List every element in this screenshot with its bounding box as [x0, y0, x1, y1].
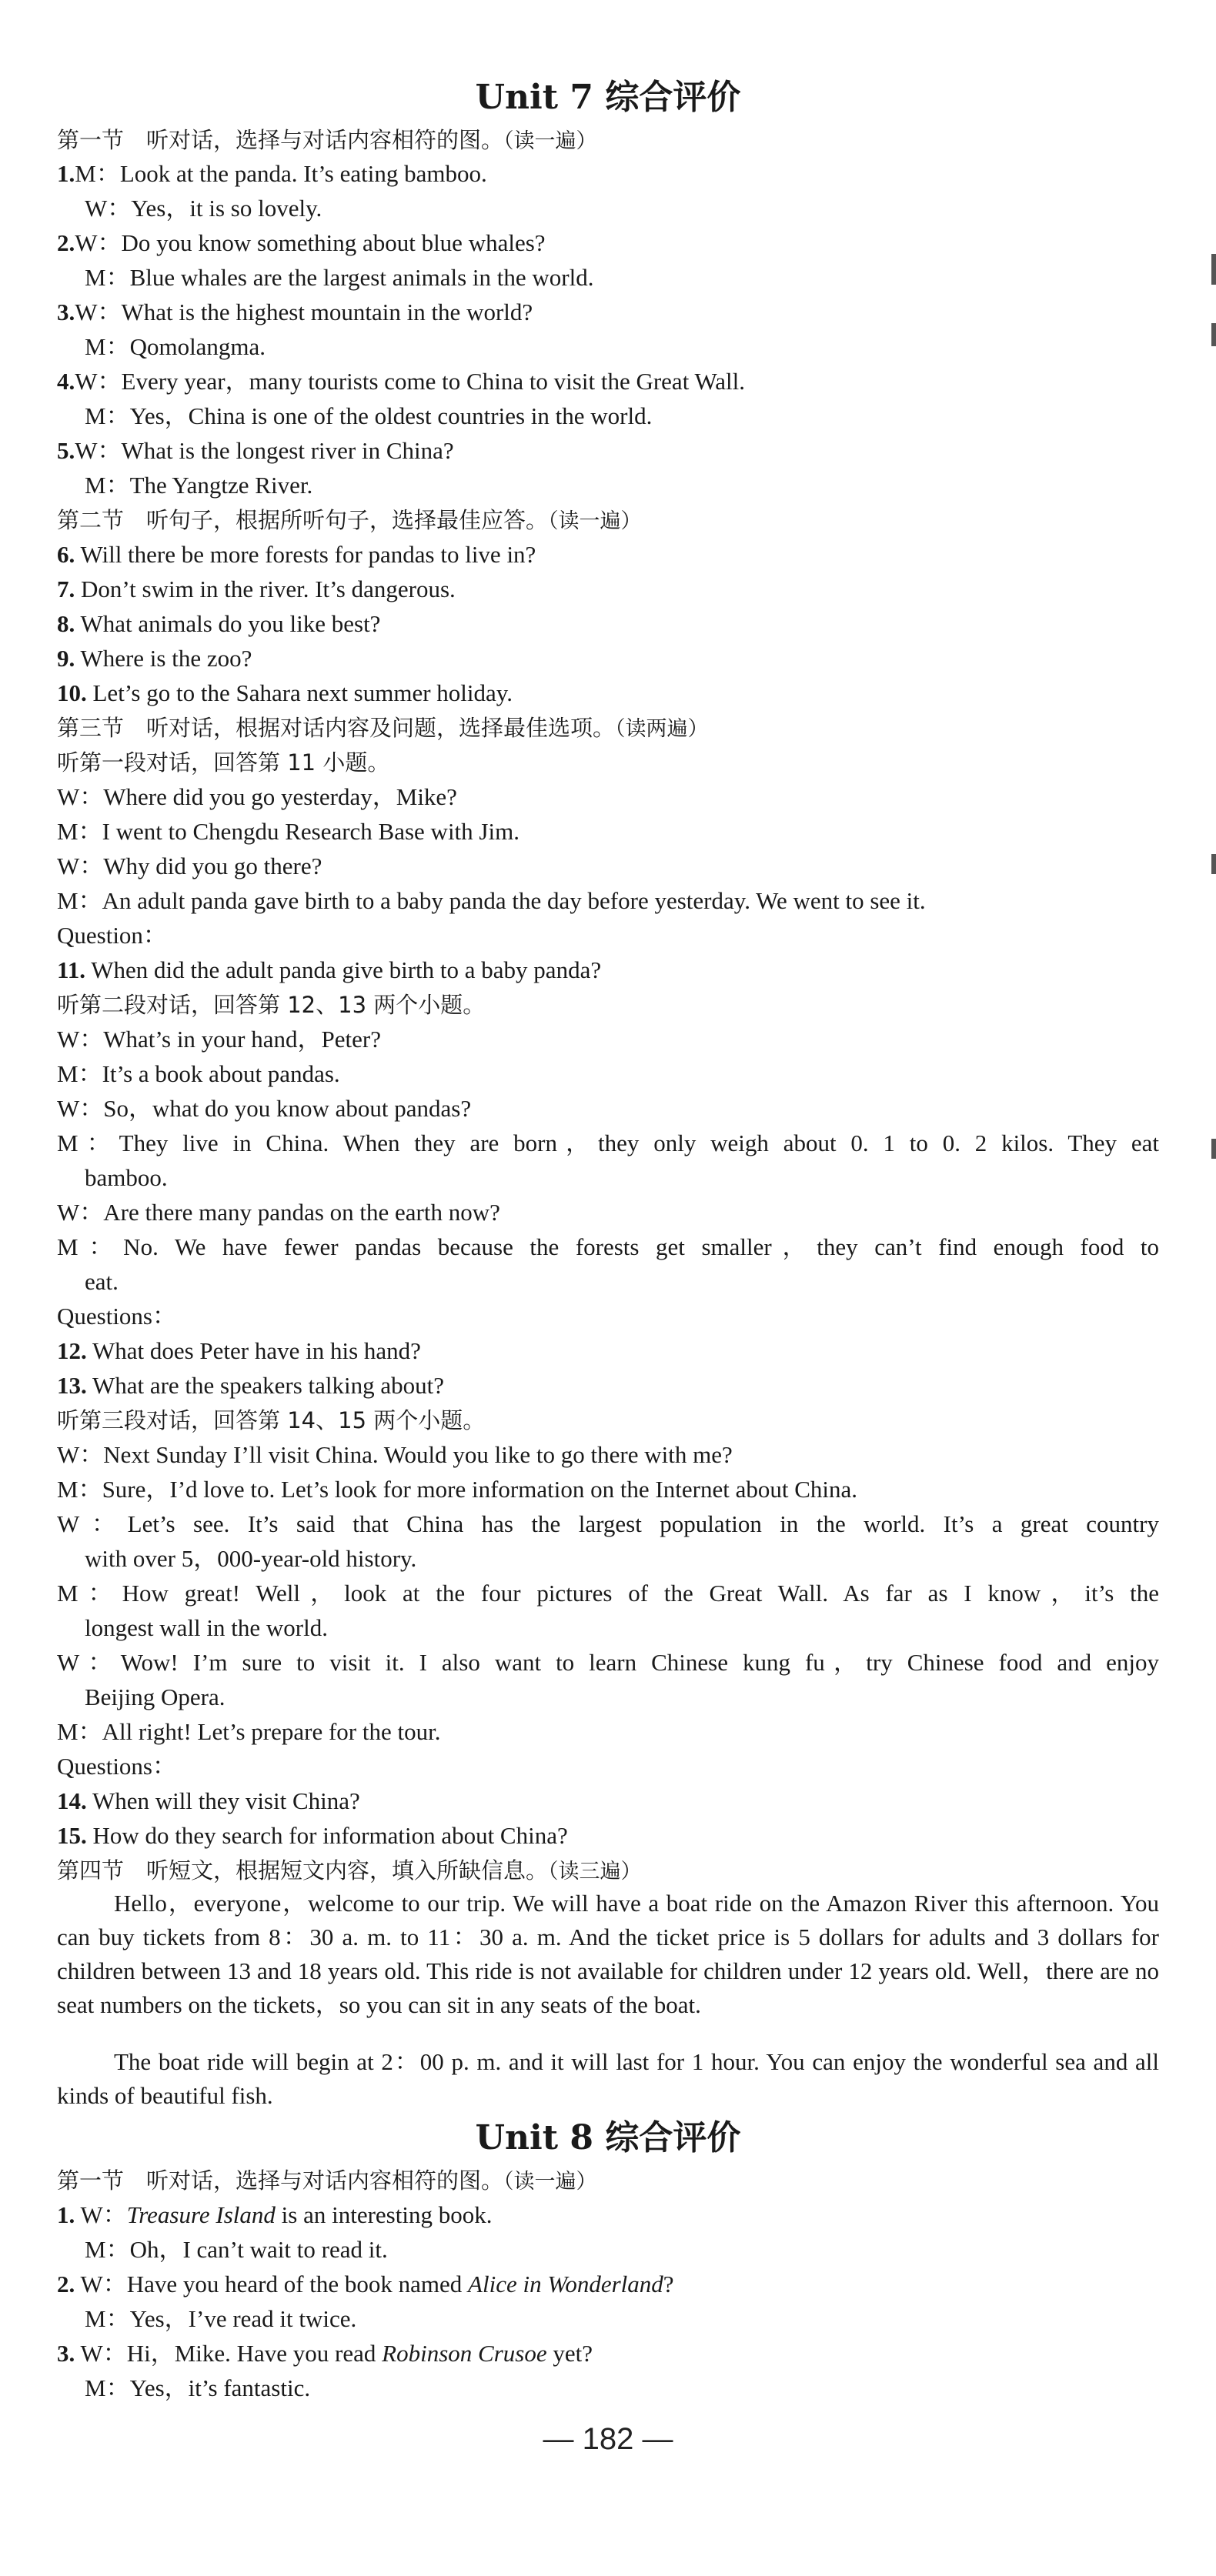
- dialogue-line: M：All right! Let’s prepare for the tour.: [57, 1718, 441, 1745]
- dialogue-line: 3.W：What is the highest mountain in the world?: [57, 299, 533, 325]
- section-heading: 第三节 听对话，根据对话内容及问题，选择最佳选项。（读两遍）: [57, 715, 709, 741]
- page-edge-mark: [1211, 323, 1216, 346]
- page-edge-mark: [1211, 1139, 1216, 1159]
- dialogue-line: W：What’s in your hand，Peter?: [57, 1026, 381, 1053]
- sentence-item: 8. What animals do you like best?: [57, 610, 381, 637]
- section-heading: 第一节 听对话，选择与对话内容相符的图。（读一遍）: [57, 2167, 597, 2194]
- dialogue-line: M：I went to Chengdu Research Base with Jim.: [57, 818, 519, 845]
- sentence-item: 10. Let’s go to the Sahara next summer holiday.: [57, 679, 513, 706]
- dialogue-line: 4.W：Every year，many tourists come to China to visit the Great Wall.: [57, 368, 746, 395]
- dialogue-line: W：Yes，it is so lovely.: [85, 195, 322, 222]
- book-title: Robinson Crusoe: [382, 2340, 547, 2367]
- question-item: 14. When will they visit China?: [57, 1787, 360, 1814]
- question-item: 12. What does Peter have in his hand?: [57, 1337, 421, 1364]
- unit7-title: Unit 7 综合评价: [475, 78, 741, 117]
- book-title: Treasure Island: [126, 2201, 276, 2228]
- dialogue-line: Beijing Opera.: [85, 1683, 225, 1710]
- dialogue-line: W：Wow! I’m sure to visit it. I also want to learn Chinese kung fu，try Chinese food and enjoy: [57, 1649, 1159, 1676]
- dialogue-line: 5.W：What is the longest river in China?: [57, 437, 454, 464]
- dialogue-line: eat.: [85, 1268, 119, 1295]
- page-edge-mark: [1211, 854, 1216, 874]
- question-label: Question：: [57, 922, 167, 949]
- dialogue-line: 2.W：Do you know something about blue whales?: [57, 229, 546, 256]
- question-label: Questions：: [57, 1753, 176, 1780]
- dialogue-line: W：Where did you go yesterday，Mike?: [57, 783, 457, 810]
- dialogue-line: M：The Yangtze River.: [85, 472, 313, 499]
- dialogue-line: M：Yes，China is one of the oldest countries in the world.: [85, 402, 653, 429]
- dialogue-line: M：Blue whales are the largest animals in the world.: [85, 264, 594, 291]
- dialogue-intro: 听第二段对话，回答第 12、13 两个小题。: [57, 992, 486, 1018]
- dialogue-line: W：Are there many pandas on the earth now?: [57, 1199, 500, 1226]
- sentence-item: 6. Will there be more forests for pandas to live in?: [57, 541, 536, 568]
- unit8-title: Unit 8 综合评价: [475, 2118, 741, 2157]
- question-item: 13. What are the speakers talking about?: [57, 1372, 445, 1399]
- dialogue-line: M：It’s a book about pandas.: [57, 1060, 340, 1087]
- dialogue-line: longest wall in the world.: [85, 1614, 328, 1641]
- dialogue-intro: 听第三段对话，回答第 14、15 两个小题。: [57, 1407, 486, 1433]
- dialogue-line: 2. W：Have you heard of the book named Alice in Wonderland?: [57, 2271, 674, 2297]
- dialogue-line: W：So，what do you know about pandas?: [57, 1095, 472, 1122]
- dialogue-line: 1. W：Treasure Island is an interesting book.: [57, 2201, 493, 2228]
- dialogue-line: with over 5，000-year-old history.: [85, 1545, 417, 1572]
- sentence-item: 7. Don’t swim in the river. It’s dangerous.: [57, 576, 456, 602]
- dialogue-line: 1.M：Look at the panda. It’s eating bamboo.: [57, 160, 487, 187]
- sentence-item: 9. Where is the zoo?: [57, 645, 252, 672]
- section-heading: 第二节 听句子，根据所听句子，选择最佳应答。（读一遍）: [57, 507, 642, 533]
- dialogue-line: W：Let’s see. It’s said that China has the largest population in the world. It’s a great country: [57, 1510, 1159, 1537]
- passage-paragraph: The boat ride will begin at 2：00 p. m. and it will last for 1 hour. You can enjoy the wonderful sea and all kinds of beautiful fish.: [57, 2048, 1159, 2109]
- book-title: Alice in Wonderland: [468, 2271, 663, 2297]
- dialogue-line: M：An adult panda gave birth to a baby panda the day before yesterday. We went to see it.: [57, 887, 926, 914]
- dialogue-line: bamboo.: [85, 1164, 168, 1191]
- dialogue-line: 3. W：Hi，Mike. Have you read Robinson Crusoe yet?: [57, 2340, 593, 2367]
- question-item: 11. When did the adult panda give birth to a baby panda?: [57, 956, 602, 983]
- dialogue-line: M：How great! Well，look at the four pictures of the Great Wall. As far as I know，it’s the: [57, 1580, 1159, 1607]
- dialogue-line: M：Yes，it’s fantastic.: [85, 2374, 311, 2401]
- dialogue-line: M：Oh，I can’t wait to read it.: [85, 2236, 388, 2263]
- dialogue-line: M：No. We have fewer pandas because the forests get smaller，they can’t find enough food to: [57, 1233, 1159, 1260]
- dialogue-line: W：Why did you go there?: [57, 853, 322, 879]
- dialogue-line: M：Yes，I’ve read it twice.: [85, 2305, 357, 2332]
- page-number: — 182 —: [543, 2422, 673, 2456]
- dialogue-intro: 听第一段对话，回答第 11 小题。: [57, 749, 390, 776]
- dialogue-line: W：Next Sunday I’ll visit China. Would you like to go there with me?: [57, 1441, 733, 1468]
- dialogue-line: M：Sure，I’d love to. Let’s look for more information on the Internet about China.: [57, 1476, 857, 1503]
- question-item: 15. How do they search for information about China?: [57, 1822, 568, 1849]
- page-edge-mark: [1211, 254, 1216, 285]
- question-label: Questions：: [57, 1303, 176, 1330]
- section-heading: 第一节 听对话，选择与对话内容相符的图。（读一遍）: [57, 127, 597, 153]
- dialogue-line: M：Qomolangma.: [85, 333, 266, 360]
- dialogue-line: M：They live in China. When they are born，they only weigh about 0. 1 to 0. 2 kilos. They eat: [57, 1130, 1159, 1156]
- section-heading: 第四节 听短文，根据短文内容，填入所缺信息。（读三遍）: [57, 1857, 642, 1884]
- passage-paragraph: Hello，everyone，welcome to our trip. We will have a boat ride on the Amazon River this afternoon. You can buy tickets from 8：30 a. m. to 11：30 a. m. And the ticket price is 5 dollars for adults and 3 dollars for children between 13 and 18 years old. This ride is not available for children under 12 years old. Well，there are no seat numbers on the tickets，so you can sit in any seats of the boat.: [57, 1890, 1159, 2018]
